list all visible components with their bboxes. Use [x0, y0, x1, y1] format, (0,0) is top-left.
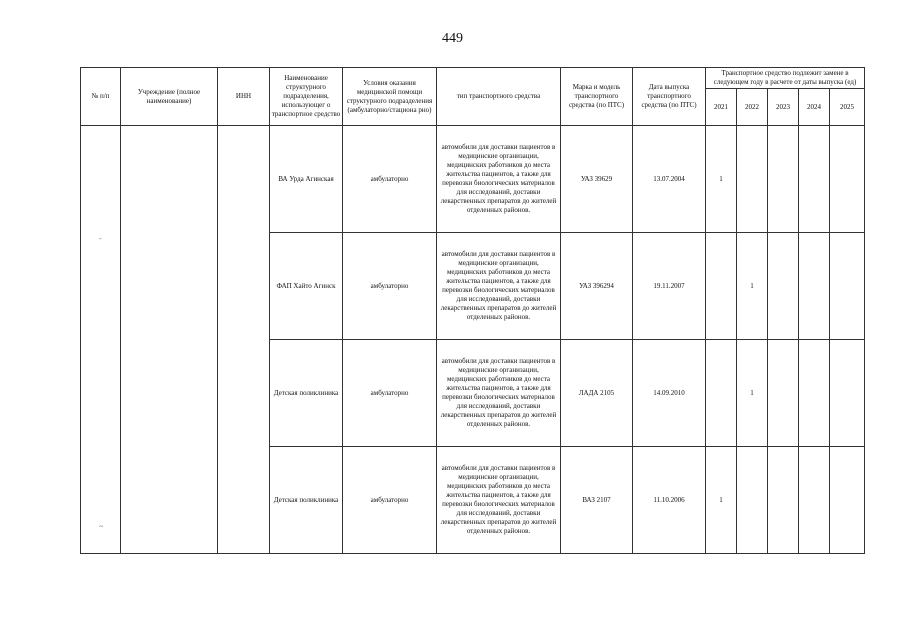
replacement-cell	[706, 340, 737, 447]
release-date-cell: 19.11.2007	[633, 233, 706, 340]
replacement-cell	[799, 447, 830, 554]
header-vehicle-type: тип транспортного средства	[437, 68, 561, 126]
replacement-cell: 1	[737, 340, 768, 447]
header-subdivision: Наименование структурного подразделения, использующег о транспортное средство	[270, 68, 343, 126]
header-institution: Учреждение (полное наименование)	[121, 68, 218, 126]
replacement-cell	[768, 126, 799, 233]
brand-model-cell: УАЗ 396294	[561, 233, 633, 340]
header-row	[81, 68, 865, 89]
release-date-cell: 13.07.2004	[633, 126, 706, 233]
vehicle-type-cell: автомобили для доставки пациентов в медицинские организации, медицинских работников до места жительства пациентов, а также для перевозки биологических материалов для исследований, доставки лекарственных препаратов до жителей отделенных районов.	[437, 126, 561, 233]
replacement-cell	[768, 447, 799, 554]
release-date-cell: 14.09.2010	[633, 340, 706, 447]
replacement-cell	[799, 340, 830, 447]
replacement-cell	[799, 233, 830, 340]
replacement-cell	[830, 340, 865, 447]
replacement-cell	[799, 126, 830, 233]
header-year: 2023	[768, 89, 799, 126]
vehicle-type-cell: автомобили для доставки пациентов в медицинские организации, медицинских работников до места жительства пациентов, а также для перевозки биологических материалов для исследований, доставки лекарственных препаратов до жителей отделенных районов.	[437, 340, 561, 447]
header-conditions: Условия оказания медицинской помощи структурного подразделения (амбулаторно/стациона рно)	[343, 68, 437, 126]
replacement-cell	[737, 447, 768, 554]
subdivision-cell: Детская поликлиника	[270, 447, 343, 554]
vehicle-table	[80, 67, 865, 554]
header-year: 2021	[706, 89, 737, 126]
replacement-cell	[768, 233, 799, 340]
replacement-cell	[830, 233, 865, 340]
vehicle-type-cell: автомобили для доставки пациентов в медицинские организации, медицинских работников до места жительства пациентов, а также для перевозки биологических материалов для исследований, доставки лекарственных препаратов до жителей отделенных районов.	[437, 447, 561, 554]
header-replacement: Транспортное средство подлежит замене в следующем году в расчете от даты выпуска (ед)	[706, 68, 865, 89]
conditions-cell: амбулаторно	[343, 447, 437, 554]
page-number: 449	[442, 31, 463, 46]
header-inn: ИНН	[218, 68, 270, 126]
table-row	[81, 126, 865, 233]
replacement-cell: 1	[706, 447, 737, 554]
conditions-cell: амбулаторно	[343, 340, 437, 447]
header-release-date: Дата выпуска транспортного средства (по ПТС)	[633, 68, 706, 126]
replacement-cell: 1	[706, 126, 737, 233]
replacement-cell: 1	[737, 233, 768, 340]
vehicle-type-cell: автомобили для доставки пациентов в медицинские организации, медицинских работников до места жительства пациентов, а также для перевозки биологических материалов для исследований, доставки лекарственных препаратов до жителей отделенных районов.	[437, 233, 561, 340]
inn-cell	[218, 126, 270, 554]
num-cell: - ~	[81, 126, 121, 554]
header-year: 2022	[737, 89, 768, 126]
header-year: 2025	[830, 89, 865, 126]
release-date-cell: 11.10.2006	[633, 447, 706, 554]
conditions-cell: амбулаторно	[343, 233, 437, 340]
header-brand-model: Марка и модель транспортного средства (по ПТС)	[561, 68, 633, 126]
header-year: 2024	[799, 89, 830, 126]
conditions-cell: амбулаторно	[343, 126, 437, 233]
replacement-cell	[737, 126, 768, 233]
subdivision-cell: ФАП Хайто Агинск	[270, 233, 343, 340]
replacement-cell	[830, 447, 865, 554]
brand-model-cell: ВАЗ 2107	[561, 447, 633, 554]
brand-model-cell: ЛАДА 2105	[561, 340, 633, 447]
replacement-cell	[830, 126, 865, 233]
subdivision-cell: ВА Урда Агинская	[270, 126, 343, 233]
header-num: № п/п	[81, 68, 121, 126]
replacement-cell	[768, 340, 799, 447]
brand-model-cell: УАЗ 39629	[561, 126, 633, 233]
subdivision-cell: Детская поликлиника	[270, 340, 343, 447]
replacement-cell	[706, 233, 737, 340]
institution-cell	[121, 126, 218, 554]
